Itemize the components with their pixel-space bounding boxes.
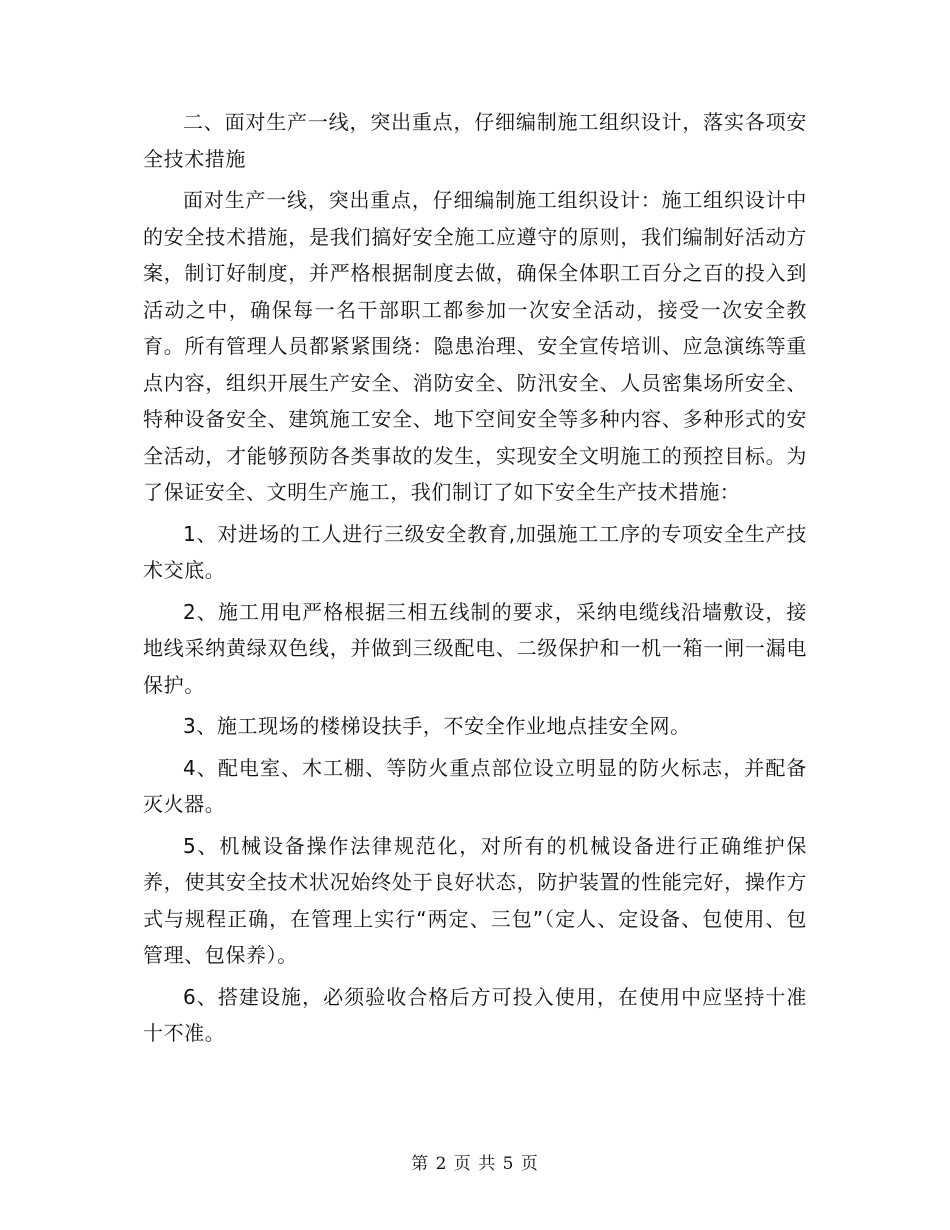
intro-paragraph: 面对生产一线，突出重点，仔细编制施工组织设计：施工组织设计中的安全技术措施，是我们搞好安全施工应遵守的原则，我们编制好活动方案，制订好制度，并严格根据制度去做，确保全体职工百分之百的投入到活动之中，确保每一名干部职工都参加一次安全活动，接受一次安全教育。所有管理人员都紧紧围绕：隐患治理、安全宣传培训、应急演练等重点内容，组织开展生产安全、消防安全、防汛安全、人员密集场所安全、特种设备安全、建筑施工安全、地下空间安全等多种内容、多种形式的安全活动，才能够预防各类事故的发生，实现安全文明施工的预控目标。为了保证安全、文明生产施工，我们制订了如下安全生产技术措施： <box>143 188 807 504</box>
document-body <box>143 104 807 1057</box>
measure-item-1: 1、对进场的工人进行三级安全教育,加强施工工序的专项安全生产技术交底。 <box>143 521 807 582</box>
measure-item-5: 5、机械设备操作法律规范化，对所有的机械设备进行正确维护保养，使其安全技术状况始终处于良好状态，防护装置的性能完好，操作方式与规程正确，在管理上实行“两定、三包”（定人、定设备、包使用、包管理、包保养）。 <box>143 833 807 967</box>
measure-item-4: 4、配电室、木工棚、等防火重点部位设立明显的防火标志，并配备灭火器。 <box>143 755 807 816</box>
measure-item-2: 2、施工用电严格根据三相五线制的要求，采纳电缆线沿墙敷设，接地线采纳黄绿双色线，并做到三级配电、二级保护和一机一箱一闸一漏电保护。 <box>143 599 807 697</box>
measure-item-6: 6、搭建设施，必须验收合格后方可投入使用，在使用中应坚持十准十不准。 <box>143 984 807 1045</box>
measure-item-3: 3、施工现场的楼梯设扶手，不安全作业地点挂安全网。 <box>183 714 691 738</box>
section-heading: 二、面对生产一线，突出重点，仔细编制施工组织设计，落实各项安全技术措施 <box>143 110 807 171</box>
page-number-footer: 第 2 页 共 5 页 <box>411 1154 539 1174</box>
